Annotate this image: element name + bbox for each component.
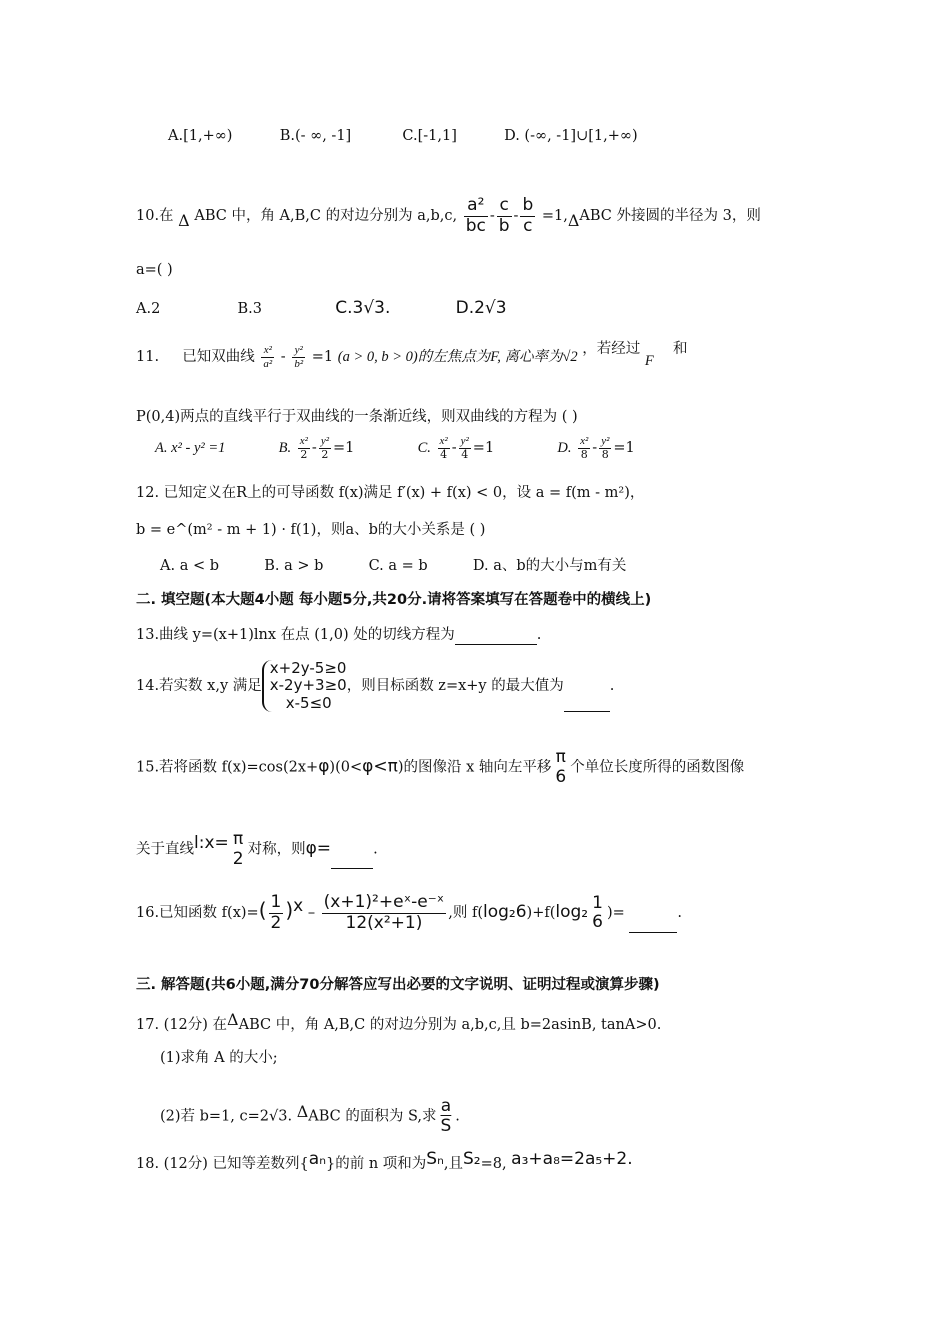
q12-option-b: B. a > b: [264, 558, 324, 574]
section-3-heading: 三. 解答题(共6小题,满分70分解答应写出必要的文字说明、证明过程或演算步骤): [136, 977, 660, 993]
q12-line1: 12. 已知定义在R上的可导函数 f(x)满足 f′(x) + f(x) < 0，设 a = f(m - m²)，: [136, 485, 645, 501]
q10-option-b: B.3: [237, 301, 263, 317]
q12-option-a: A. a < b: [160, 558, 219, 574]
q9-option-a: A.[1,+∞): [168, 128, 233, 144]
q11-text-2: ，若经过: [582, 341, 641, 358]
q12-line2: b = e^(m² - m + 1) · f(1)，则a、b的大小关系是 ( ): [136, 522, 486, 538]
q12-options: [160, 556, 626, 576]
q11-option-b: B.: [278, 440, 292, 457]
q17-frac-a-s: $\frac{a}{S}$: [440, 1096, 452, 1136]
q11-number: 11.: [136, 349, 160, 366]
q16: 16.已知函数 f(x)=( $\frac{1}{2}$ )$^x$ – $\frac{\text{(x+1)²+eˣ-e⁻ˣ}}{\text{12(x²+1)}}$ ,则 f(log₂6)+f(log₂ 1 6 )= .: [136, 892, 682, 933]
q15-line2: 关于直线l:x= π 2 对称，则φ= .: [136, 829, 378, 869]
q13-text: 13.曲线 y=(x+1)lnx 在点 (1,0) 处的切线方程为: [136, 627, 455, 643]
q9-options: [168, 126, 638, 146]
q11-line2: P(0,4)两点的直线平行于双曲线的一条渐近线，则双曲线的方程为 ( ): [136, 409, 578, 425]
q14-constraint-2: x-2y+3≥0: [269, 676, 347, 695]
q11-text-3: 和: [672, 341, 688, 358]
q17-part1: (1)求角 A 的大小;: [160, 1050, 278, 1066]
q10-text-2: ABC 外接圆的半径为 3，则: [579, 208, 761, 225]
q15-line1: 15.若将函数 f(x)=cos(2x+φ)(0<φ<π)的图像沿 x 轴向左平移 π 6 个单位长度所得的函数图像: [136, 747, 745, 787]
q13: 13.曲线 y=(x+1)lnx 在点 (1,0) 处的切线方程为 .: [136, 625, 541, 645]
q11-eq: =1: [311, 349, 334, 366]
q10-fraction-1: $\frac{\text{a²}}{bc}$: [465, 195, 486, 236]
q11-focus-label: F: [644, 353, 654, 370]
q11-option-c: C.: [417, 440, 431, 457]
q10-option-a: A.2: [136, 301, 161, 317]
q14-text-2: ，则目标函数 z=x+y 的最大值为: [346, 677, 564, 694]
q10-fraction-3: $\frac{b}{c}$: [522, 195, 534, 236]
q11-frac-y: $\frac{\text{y²}}{\text{b²}}$: [294, 344, 304, 370]
q17-part2: (2)若 b=1, c=2√3. ΔABC 的面积为 S,求 $\frac{a}{S}$ .: [160, 1096, 460, 1136]
q11-option-d: D.: [557, 440, 572, 457]
q12-option-d: D. a、b的大小与m有关: [472, 558, 627, 574]
q10-prefix: 10.在: [136, 208, 174, 225]
q14-constraint-system: [262, 660, 347, 712]
q17-stem: 17. (12分) 在ΔABC 中，角 A,B,C 的对边分别为 a,b,c,且 b=2asinB, tanA>0.: [136, 1010, 662, 1033]
q16-answer-blank: [629, 918, 677, 933]
q11-text: 已知双曲线: [182, 349, 255, 366]
q9-option-d: D. (-∞, -1]∪[1,+∞): [504, 128, 638, 144]
q9-option-c: C.[-1,1]: [402, 128, 457, 144]
q14: 14.若实数 x,y 满足 x+2y-5≥0 x-2y+3≥0 x-5≤0 ，则目标函数 z=x+y 的最大值为 .: [136, 659, 615, 712]
section-2-heading: 二. 填空题(本大题4小题 每小题5分,共20分.请将答案填写在答题卷中的横线上): [136, 592, 652, 608]
q12-option-c: C. a = b: [368, 558, 428, 574]
q10-option-d: D.2√3: [455, 298, 507, 318]
q11-stem: 11. 已知双曲线 $\frac{\text{x²}}{\text{a²}}$ - $\frac{\text{y²}}{\text{b²}}$ =1 (a > 0, b > 0)的左焦点为F, 离心率为√2 ，若经过 F 和: [136, 341, 688, 370]
q10-fraction-2: $\frac{c}{b}$: [498, 195, 510, 236]
q11-option-a: A. x² - y² =1: [155, 440, 226, 457]
q15-answer-blank: [331, 854, 373, 869]
q14-constraint-1: x+2y-5≥0: [269, 659, 347, 677]
q14-constraint-3: x-5≤0: [285, 693, 332, 712]
q15-frac-pi-2: π 2: [232, 829, 244, 869]
q13-answer-blank: [455, 630, 537, 645]
triangle-symbol: Δ: [567, 211, 580, 231]
q10-options: [136, 297, 507, 321]
q16-frac-main: $\frac{\text{(x+1)²+eˣ-e⁻ˣ}}{\text{12(x²+1)}}$: [323, 892, 445, 933]
q10-line2: a=( ): [136, 262, 173, 278]
q11-condition: (a > 0, b > 0)的左焦点为F, 离心率为√2: [337, 349, 578, 366]
q10-text: ABC 中，角 A,B,C 的对边分别为 a,b,c,: [194, 208, 458, 225]
triangle-symbol: Δ: [227, 1010, 239, 1029]
triangle-symbol: Δ: [178, 211, 190, 231]
q18-stem: 18. (12分) 已知等差数列{aₙ}的前 n 项和为Sₙ,且S₂=8, a₃+a₈=2a₅+2.: [136, 1149, 633, 1172]
q10-eq: =1,: [541, 208, 568, 225]
q11-frac-x: $\frac{\text{x²}}{\text{a²}}$: [263, 344, 273, 370]
q10-stem: 10.在 Δ ABC 中，角 A,B,C 的对边分别为 a,b,c, $\frac{\text{a²}}{bc}$ - $\frac{c}{b}$ - $\frac{b}{c}$ =1,ΔABC 外接圆的半径为 3，则: [136, 195, 761, 236]
q15-frac-pi-6: π 6: [555, 747, 567, 787]
q16-frac-half: $\frac{1}{2}$: [270, 892, 282, 933]
q14-answer-blank: [564, 697, 610, 712]
q10-option-c: C.3√3.: [335, 298, 391, 318]
q14-text: 14.若实数 x,y 满足: [136, 677, 262, 694]
triangle-symbol: Δ: [296, 1101, 309, 1121]
q9-option-b: B.(- ∞, -1]: [279, 128, 352, 144]
q11-options: A. x² - y² =1 B. $\frac{\text{x²}}{2}$ - $\frac{\text{y²}}{2}$ =1 C. $\frac{\text{x²}}{4}$ - $\frac{\text{y²}}{4}$ =1 D. $\frac{\text{x²}}{8}$ - $\frac{\text{y²}}{8}$ =1: [155, 435, 635, 461]
